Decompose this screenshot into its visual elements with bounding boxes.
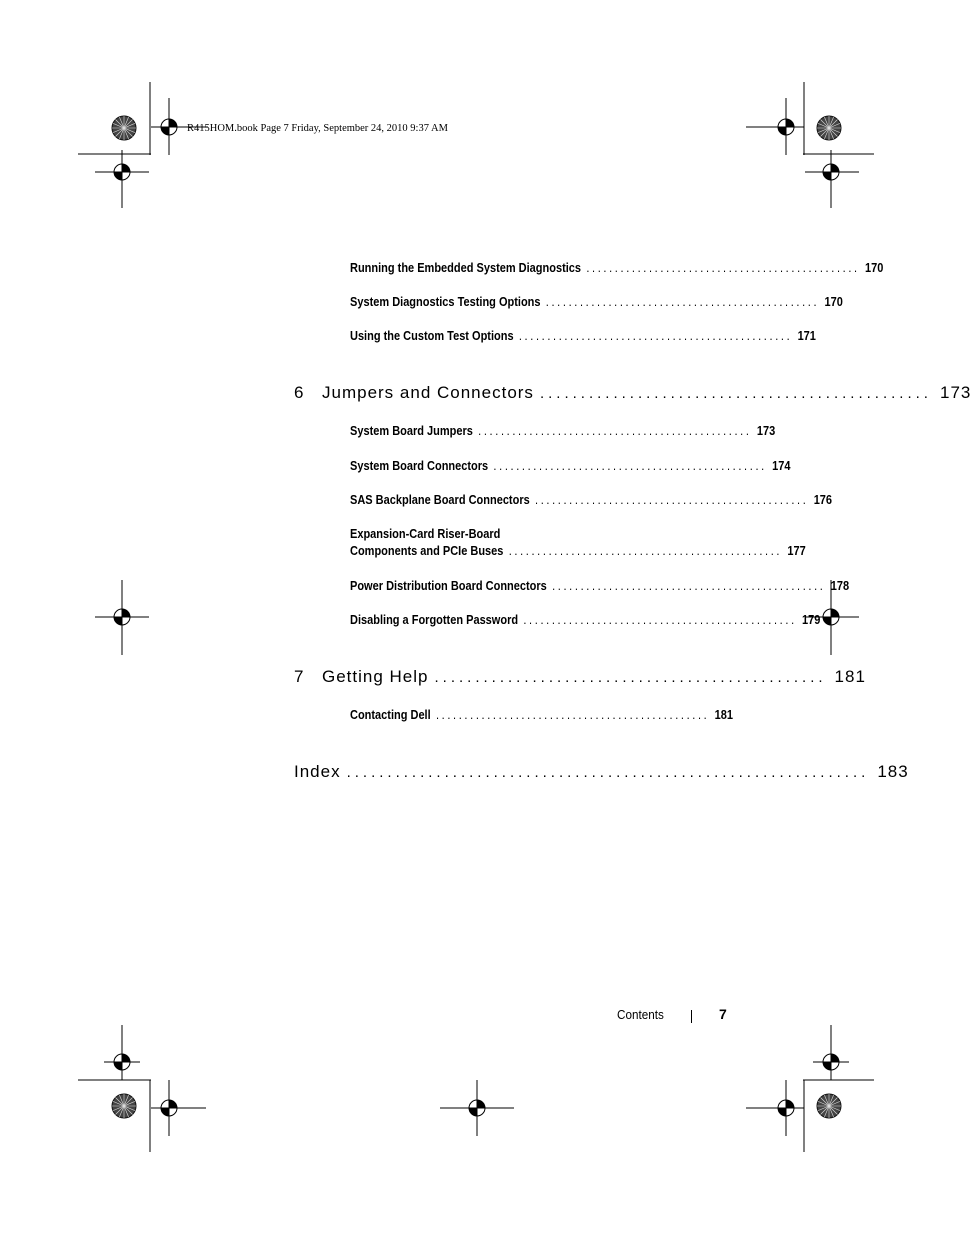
toc-entry-label: System Board Jumpers [350, 424, 473, 438]
toc-entry-page: 179 [802, 613, 821, 627]
dot-leader: ................................................ [586, 261, 860, 275]
crop-mark-bottom-right [803, 1080, 874, 1152]
footer-section-label: Contents [617, 1007, 664, 1022]
dot-leader: ................................................ [434, 669, 827, 686]
dot-leader: ................................................ [523, 613, 797, 627]
chapter-page: 181 [834, 667, 866, 686]
toc-index[interactable] [294, 762, 909, 782]
dot-leader: ................................................ [552, 579, 826, 593]
toc-entry-page: 170 [824, 295, 843, 309]
chapter-page: 173 [939, 383, 971, 402]
toc-entry[interactable] [350, 579, 850, 593]
chapter-number: 6 [294, 383, 305, 402]
crop-mark-top-right [803, 82, 874, 155]
toc-entry-page: 176 [813, 493, 833, 507]
toc-entry-label: Running the Embedded System Diagnostics [350, 261, 582, 275]
toc-entry[interactable] [350, 544, 806, 558]
toc-entry-page: 178 [830, 579, 850, 593]
toc-entry-label: System Diagnostics Testing Options [350, 295, 541, 309]
toc-entry-page: 181 [714, 708, 734, 722]
toc-entry[interactable] [350, 613, 821, 627]
registration-star-icon [112, 1094, 136, 1118]
toc-entry-page: 171 [797, 329, 816, 343]
toc-entry-page: 174 [772, 459, 791, 473]
toc-entry-label: Components and PCIe Buses [350, 544, 504, 558]
toc-entry-label: System Board Connectors [350, 459, 489, 473]
registration-star-icon [817, 1094, 841, 1118]
index-title: Index [294, 762, 341, 781]
toc-entry-page: 177 [787, 544, 806, 558]
toc-entry[interactable] [350, 708, 734, 722]
dot-leader: ................................................ [493, 459, 767, 473]
dot-leader: ................................................ [534, 493, 809, 507]
dot-leader: ................................................ [545, 295, 820, 309]
toc-entry-label: Using the Custom Test Options [350, 329, 514, 343]
print-header: R415HOM.book Page 7 Friday, September 24, 2010 9:37 AM [187, 123, 448, 134]
registration-star-icon [817, 116, 841, 140]
index-page: 183 [877, 762, 909, 781]
toc-entry-label: Contacting Dell [350, 708, 431, 722]
dot-leader: ................................................ [518, 329, 793, 343]
toc-chapter[interactable] [294, 383, 971, 403]
chapter-title: Getting Help [322, 667, 429, 686]
toc-entry-line1[interactable]: Expansion-Card Riser-Board [350, 527, 501, 541]
footer-divider [691, 1010, 692, 1023]
chapter-number: 7 [294, 667, 305, 686]
toc-entry[interactable] [350, 459, 791, 473]
toc-entry-page: 173 [756, 424, 776, 438]
dot-leader: ................................................ [435, 708, 710, 722]
toc-entry[interactable] [350, 424, 776, 438]
dot-leader: ................................................ [478, 424, 752, 438]
toc-chapter[interactable] [294, 667, 866, 687]
registration-star-icon [112, 116, 136, 140]
toc-entry-label: Disabling a Forgotten Password [350, 613, 519, 627]
chapter-title: Jumpers and Connectors [322, 383, 534, 402]
dot-leader: ................................................ [508, 544, 783, 558]
toc-entry[interactable] [350, 493, 833, 507]
footer-page-number: 7 [719, 1006, 727, 1022]
crop-mark-bottom-left [78, 1080, 151, 1152]
dot-leader: ................................................ [539, 385, 932, 402]
toc-entry-label: SAS Backplane Board Connectors [350, 493, 530, 507]
crop-mark-top-left [78, 82, 151, 155]
toc-entry[interactable] [350, 329, 816, 343]
toc-entry[interactable] [350, 261, 884, 275]
dot-leader: ................................................................ [346, 764, 870, 781]
toc-entry-label: Power Distribution Board Connectors [350, 579, 547, 593]
toc-entry[interactable] [350, 295, 843, 309]
toc-entry-page: 170 [865, 261, 884, 275]
